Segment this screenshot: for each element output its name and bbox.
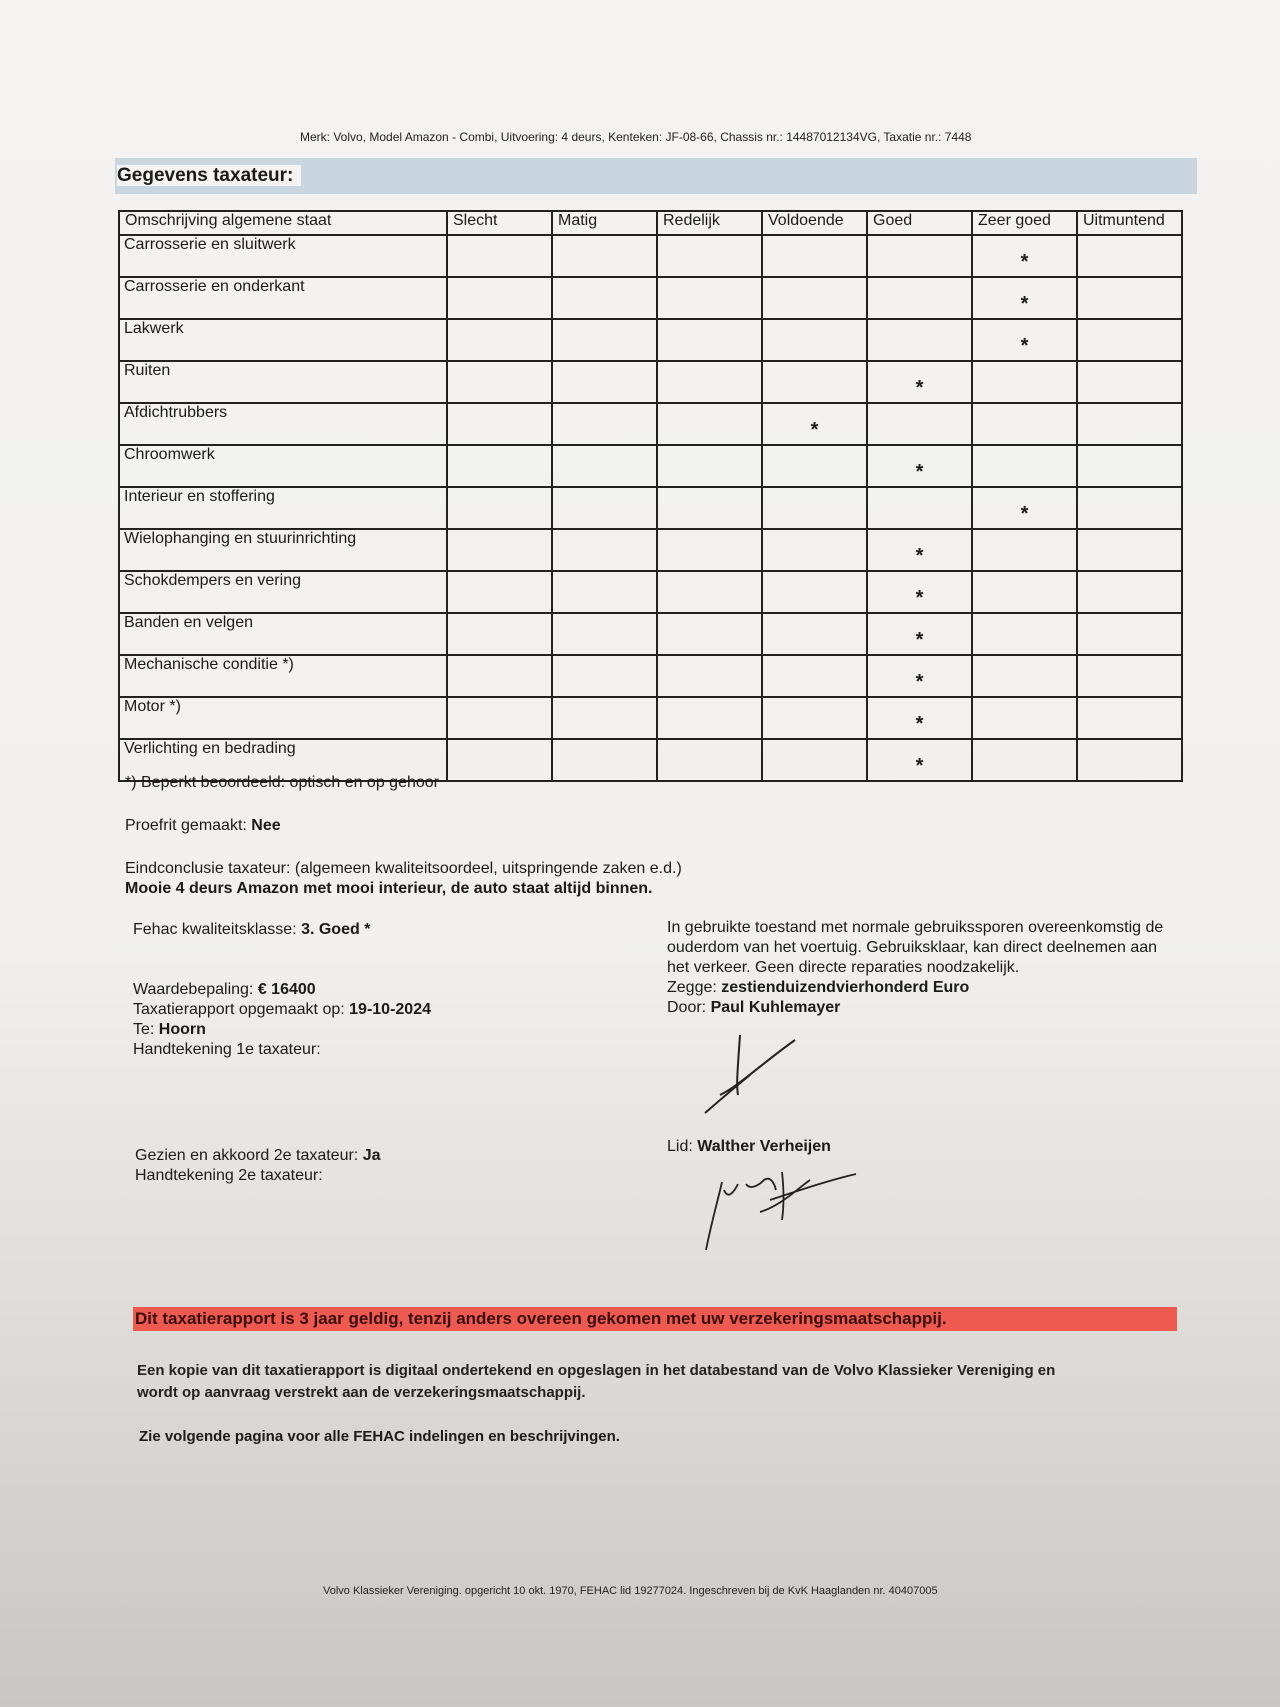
- rating-cell: [867, 403, 972, 445]
- rating-cell: [1077, 361, 1182, 403]
- rating-cell: [762, 361, 867, 403]
- rating-cell: [657, 613, 762, 655]
- rating-cell: [1077, 403, 1182, 445]
- row-label: Wielophanging en stuurinrichting: [119, 529, 447, 571]
- rating-cell: [447, 445, 552, 487]
- vehicle-header: Merk: Volvo, Model Amazon - Combi, Uitvoering: 4 deurs, Kenteken: JF-08-66, Chassis nr.: 14487012134VG, Taxatie nr.: 7448: [300, 130, 972, 144]
- signature-icon: [700, 1160, 860, 1260]
- rating-cell: [1077, 739, 1182, 781]
- rating-cell: [657, 529, 762, 571]
- rating-cell: [972, 739, 1077, 781]
- condition-table: [118, 210, 1183, 782]
- table-header-row: [119, 211, 1182, 235]
- rating-cell: [1077, 571, 1182, 613]
- rating-cell: [762, 487, 867, 529]
- rating-cell: [1077, 235, 1182, 277]
- table-row: [119, 529, 1182, 571]
- rating-cell: [972, 361, 1077, 403]
- rating-cell: [552, 739, 657, 781]
- table-row: [119, 487, 1182, 529]
- rating-cell: [447, 403, 552, 445]
- table-row: [119, 697, 1182, 739]
- validity-banner: Dit taxatierapport is 3 jaar geldig, tenzij anders overeen gekomen met uw verzekeringsmaatschappij.: [133, 1307, 1177, 1331]
- footer: Volvo Klassieker Vereniging. opgericht 10 okt. 1970, FEHAC lid 19277024. Ingeschreven bij de KvK Haaglanden nr. 40407005: [323, 1585, 938, 1597]
- table-row: [119, 613, 1182, 655]
- rating-cell: [972, 613, 1077, 655]
- table-row: [119, 277, 1182, 319]
- akkoord-block: [135, 1146, 381, 1186]
- column-header: Omschrijving algemene staat: [119, 211, 447, 235]
- column-header: Zeer goed: [972, 211, 1077, 235]
- rating-cell: [447, 571, 552, 613]
- rating-cell: *: [972, 235, 1077, 277]
- rating-cell: [972, 529, 1077, 571]
- rating-cell: [657, 571, 762, 613]
- row-label: Afdichtrubbers: [119, 403, 447, 445]
- rating-cell: [867, 487, 972, 529]
- table-row: [119, 571, 1182, 613]
- rating-cell: [552, 445, 657, 487]
- rating-cell: [1077, 697, 1182, 739]
- table-row: [119, 235, 1182, 277]
- rating-cell: [972, 655, 1077, 697]
- rating-cell: [657, 403, 762, 445]
- rating-cell: *: [867, 739, 972, 781]
- rating-cell: [657, 235, 762, 277]
- column-header: Slecht: [447, 211, 552, 235]
- signature-icon: [700, 1025, 810, 1115]
- rating-cell: *: [867, 613, 972, 655]
- rating-cell: [447, 655, 552, 697]
- row-label: Banden en velgen: [119, 613, 447, 655]
- rating-cell: [1077, 613, 1182, 655]
- rating-cell: [762, 697, 867, 739]
- rating-cell: [552, 697, 657, 739]
- row-label: Chroomwerk: [119, 445, 447, 487]
- rating-cell: *: [972, 277, 1077, 319]
- rating-cell: *: [867, 445, 972, 487]
- klasse-description-1: In gebruikte toestand met normale gebruikssporen overeenkomstig de: [667, 919, 1164, 936]
- row-label: Carrosserie en onderkant: [119, 277, 447, 319]
- rating-cell: *: [762, 403, 867, 445]
- rating-cell: [552, 235, 657, 277]
- rating-cell: [447, 739, 552, 781]
- rating-cell: [1077, 445, 1182, 487]
- rating-cell: *: [972, 487, 1077, 529]
- row-label: Verlichting en bedrading: [119, 739, 447, 781]
- rating-cell: [447, 361, 552, 403]
- conclusion-label: Eindconclusie taxateur: (algemeen kwaliteitsoordeel, uitspringende zaken e.d.): [125, 860, 682, 877]
- row-label: Mechanische conditie *): [119, 655, 447, 697]
- column-header: Goed: [867, 211, 972, 235]
- rating-cell: [657, 487, 762, 529]
- rating-cell: [552, 529, 657, 571]
- table-row: [119, 319, 1182, 361]
- rating-cell: [657, 277, 762, 319]
- rating-cell: [762, 445, 867, 487]
- lid: Lid: Walther Verheijen: [667, 1138, 831, 1155]
- rating-cell: [552, 319, 657, 361]
- rating-cell: [762, 319, 867, 361]
- rating-cell: *: [867, 655, 972, 697]
- footnote: *) Beperkt beoordeeld: optisch en op gehoor: [125, 774, 439, 791]
- proefrit: [125, 817, 281, 835]
- rating-cell: [972, 697, 1077, 739]
- column-header: Matig: [552, 211, 657, 235]
- table-row: [119, 361, 1182, 403]
- section-title: Gegevens taxateur:: [115, 158, 1197, 194]
- column-header: Uitmuntend: [1077, 211, 1182, 235]
- rating-cell: [1077, 277, 1182, 319]
- rating-cell: *: [972, 319, 1077, 361]
- rating-cell: [657, 361, 762, 403]
- rating-cell: [447, 235, 552, 277]
- table-row: [119, 445, 1182, 487]
- rating-cell: [1077, 655, 1182, 697]
- row-label: Schokdempers en vering: [119, 571, 447, 613]
- left-block: [133, 920, 431, 1060]
- plaats: Te: Hoorn: [133, 1021, 206, 1038]
- rating-cell: [762, 529, 867, 571]
- rating-cell: [657, 739, 762, 781]
- proefrit-label: Proefrit gemaakt:: [125, 817, 252, 834]
- rating-cell: [552, 571, 657, 613]
- rating-cell: [447, 613, 552, 655]
- rating-cell: [762, 655, 867, 697]
- rating-cell: [1077, 487, 1182, 529]
- next-page-note: Zie volgende pagina voor alle FEHAC indelingen en beschrijvingen.: [139, 1428, 620, 1445]
- handtekening-2: Handtekening 2e taxateur:: [135, 1167, 323, 1184]
- rating-cell: [867, 235, 972, 277]
- row-label: Carrosserie en sluitwerk: [119, 235, 447, 277]
- door: Door: Paul Kuhlemayer: [667, 999, 841, 1016]
- klasse-description-2: ouderdom van het voertuig. Gebruiksklaar, kan direct deelnemen aan: [667, 939, 1158, 956]
- rating-cell: [762, 571, 867, 613]
- proefrit-value: Nee: [251, 817, 281, 834]
- rating-cell: [552, 277, 657, 319]
- rating-cell: [762, 277, 867, 319]
- row-label: Ruiten: [119, 361, 447, 403]
- kwaliteitsklasse: Fehac kwaliteitsklasse: 3. Goed *: [133, 921, 371, 938]
- zegge: Zegge: zestienduizendvierhonderd Euro: [667, 979, 970, 996]
- rating-cell: [447, 697, 552, 739]
- column-header: Voldoende: [762, 211, 867, 235]
- rating-cell: [657, 697, 762, 739]
- rating-cell: [447, 529, 552, 571]
- klasse-description-3: het verkeer. Geen directe reparaties noodzakelijk.: [667, 959, 1020, 976]
- rating-cell: [447, 277, 552, 319]
- rating-cell: [1077, 319, 1182, 361]
- rating-cell: [657, 445, 762, 487]
- rating-cell: [972, 445, 1077, 487]
- table-row: [119, 403, 1182, 445]
- rating-cell: [552, 403, 657, 445]
- rating-cell: [552, 487, 657, 529]
- rating-cell: [657, 319, 762, 361]
- rating-cell: [552, 655, 657, 697]
- conclusion-value: Mooie 4 deurs Amazon met mooi interieur, de auto staat altijd binnen.: [125, 880, 653, 897]
- conclusion: [125, 859, 682, 899]
- rating-cell: [552, 613, 657, 655]
- rating-cell: *: [867, 361, 972, 403]
- table-row: [119, 655, 1182, 697]
- akkoord: Gezien en akkoord 2e taxateur: Ja: [135, 1147, 381, 1164]
- rating-cell: [657, 655, 762, 697]
- waardebepaling: Waardebepaling: € 16400: [133, 981, 316, 998]
- copy-notice: Een kopie van dit taxatierapport is digitaal ondertekend en opgeslagen in het databestand van de Volvo Klassieker Vereniging en wordt op aanvraag verstrekt aan de verzekeringsmaatschappij.: [137, 1362, 1056, 1401]
- row-label: Motor *): [119, 697, 447, 739]
- rating-cell: [972, 571, 1077, 613]
- rapport-datum: Taxatierapport opgemaakt op: 19-10-2024: [133, 1001, 431, 1018]
- rating-cell: [1077, 529, 1182, 571]
- column-header: Redelijk: [657, 211, 762, 235]
- rating-cell: [867, 319, 972, 361]
- rating-cell: [972, 403, 1077, 445]
- rating-cell: *: [867, 571, 972, 613]
- rating-cell: [867, 277, 972, 319]
- rating-cell: [447, 487, 552, 529]
- rating-cell: [447, 319, 552, 361]
- rating-cell: [762, 613, 867, 655]
- row-label: Interieur en stoffering: [119, 487, 447, 529]
- rating-cell: [762, 235, 867, 277]
- right-block: [667, 918, 1187, 1018]
- rating-cell: [762, 739, 867, 781]
- rating-cell: [552, 361, 657, 403]
- rating-cell: *: [867, 697, 972, 739]
- rating-cell: *: [867, 529, 972, 571]
- handtekening-1: Handtekening 1e taxateur:: [133, 1041, 321, 1058]
- row-label: Lakwerk: [119, 319, 447, 361]
